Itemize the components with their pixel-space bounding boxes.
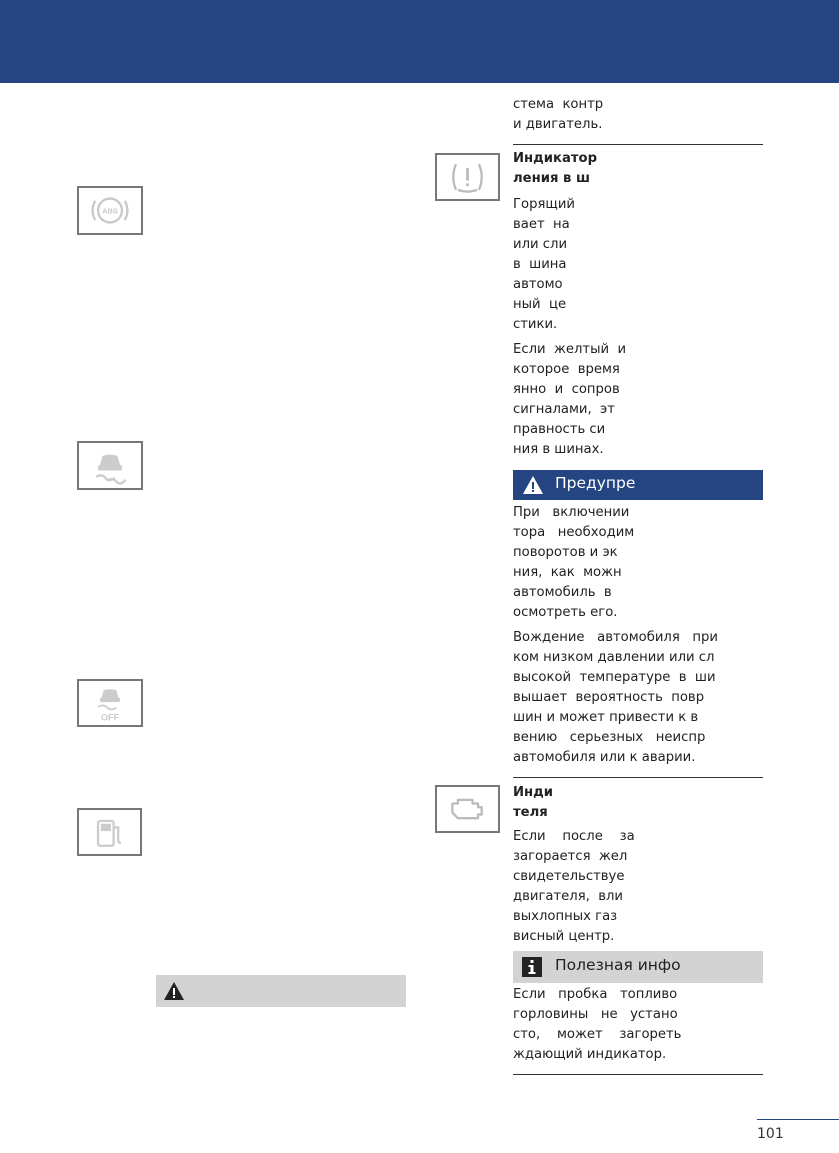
- text-line: шин и может привести к в: [513, 710, 699, 725]
- tire-paragraph-2: [513, 340, 763, 460]
- text-line: поворотов и эк: [513, 545, 618, 560]
- section-divider: [513, 1074, 763, 1075]
- text-line: сто, может загореть: [513, 1027, 682, 1042]
- heading-line: ления в ш: [513, 171, 590, 186]
- text-line: автомобиль в: [513, 585, 612, 600]
- left-warning-banner: [156, 975, 406, 1007]
- text-line: которое время: [513, 362, 620, 377]
- tire-paragraph-1: [513, 195, 763, 335]
- engine-paragraph: [513, 827, 763, 947]
- text-line: выхлопных газ: [513, 909, 618, 924]
- section-divider: [513, 144, 763, 145]
- abs-warning-icon: [77, 186, 143, 235]
- text-line: ния, как можн: [513, 565, 622, 580]
- text-line: вению серьезных неиспр: [513, 730, 706, 745]
- text-line: ный це: [513, 297, 567, 312]
- tire-section-heading: [513, 149, 763, 189]
- text-line: висный центр.: [513, 929, 615, 944]
- svg-text:ABS: ABS: [102, 206, 118, 216]
- info-paragraph: [513, 985, 763, 1065]
- heading-line: теля: [513, 805, 548, 820]
- page-header-band: [0, 0, 839, 83]
- text-line: в шина: [513, 257, 567, 272]
- text-line: автомо: [513, 277, 563, 292]
- info-banner: [513, 951, 763, 983]
- stability-control-icon: [77, 441, 143, 490]
- warning-paragraph-2: [513, 628, 763, 768]
- warning-banner-label: Предупре: [555, 474, 636, 492]
- text-line: вает на: [513, 217, 570, 232]
- text-line: высокой температуре в ши: [513, 670, 716, 685]
- tire-pressure-warning-icon: [435, 153, 500, 201]
- text-line: Если желтый и: [513, 342, 627, 357]
- text-line: свидетельствуе: [513, 869, 625, 884]
- warning-triangle-icon: [522, 475, 544, 495]
- svg-text:OFF: OFF: [100, 712, 120, 723]
- text-line: Если после за: [513, 829, 635, 844]
- info-banner-label: Полезная инфо: [555, 956, 681, 974]
- text-line: сигналами, эт: [513, 402, 615, 417]
- warning-banner: [513, 470, 763, 500]
- text-line: стема контр: [513, 97, 604, 112]
- text-line: и двигатель.: [513, 117, 603, 132]
- page-number-rule: [757, 1119, 839, 1120]
- fuel-cap-icon: [77, 808, 142, 856]
- text-line: загорается жел: [513, 849, 628, 864]
- text-line: янно и сопров: [513, 382, 620, 397]
- text-line: осмотреть его.: [513, 605, 618, 620]
- page-number: 101: [757, 1126, 784, 1142]
- text-line: Если пробка топливо: [513, 987, 678, 1002]
- warning-paragraph-1: [513, 503, 763, 623]
- text-line: ком низком давлении или сл: [513, 650, 715, 665]
- warning-triangle-icon: [163, 981, 185, 1001]
- text-line: При включении: [513, 505, 630, 520]
- text-line: правность си: [513, 422, 606, 437]
- text-line: тора необходим: [513, 525, 635, 540]
- heading-line: Инди: [513, 785, 554, 800]
- check-engine-icon: [435, 785, 500, 833]
- text-line: ния в шинах.: [513, 442, 604, 457]
- text-line: Вождение автомобиля при: [513, 630, 718, 645]
- text-line: автомобиля или к аварии.: [513, 750, 696, 765]
- text-line: ждающий индикатор.: [513, 1047, 667, 1062]
- info-icon: [522, 957, 542, 977]
- text-line: двигателя, вли: [513, 889, 623, 904]
- section-divider: [513, 777, 763, 778]
- text-line: вышает вероятность повр: [513, 690, 705, 705]
- intro-paragraph: [513, 95, 763, 135]
- engine-section-heading: [513, 783, 763, 823]
- heading-line: Индикатор: [513, 151, 598, 166]
- stability-control-off-icon: [77, 679, 143, 727]
- text-line: или сли: [513, 237, 568, 252]
- text-line: горловины не устано: [513, 1007, 678, 1022]
- text-line: стики.: [513, 317, 558, 332]
- text-line: Горящий: [513, 197, 575, 212]
